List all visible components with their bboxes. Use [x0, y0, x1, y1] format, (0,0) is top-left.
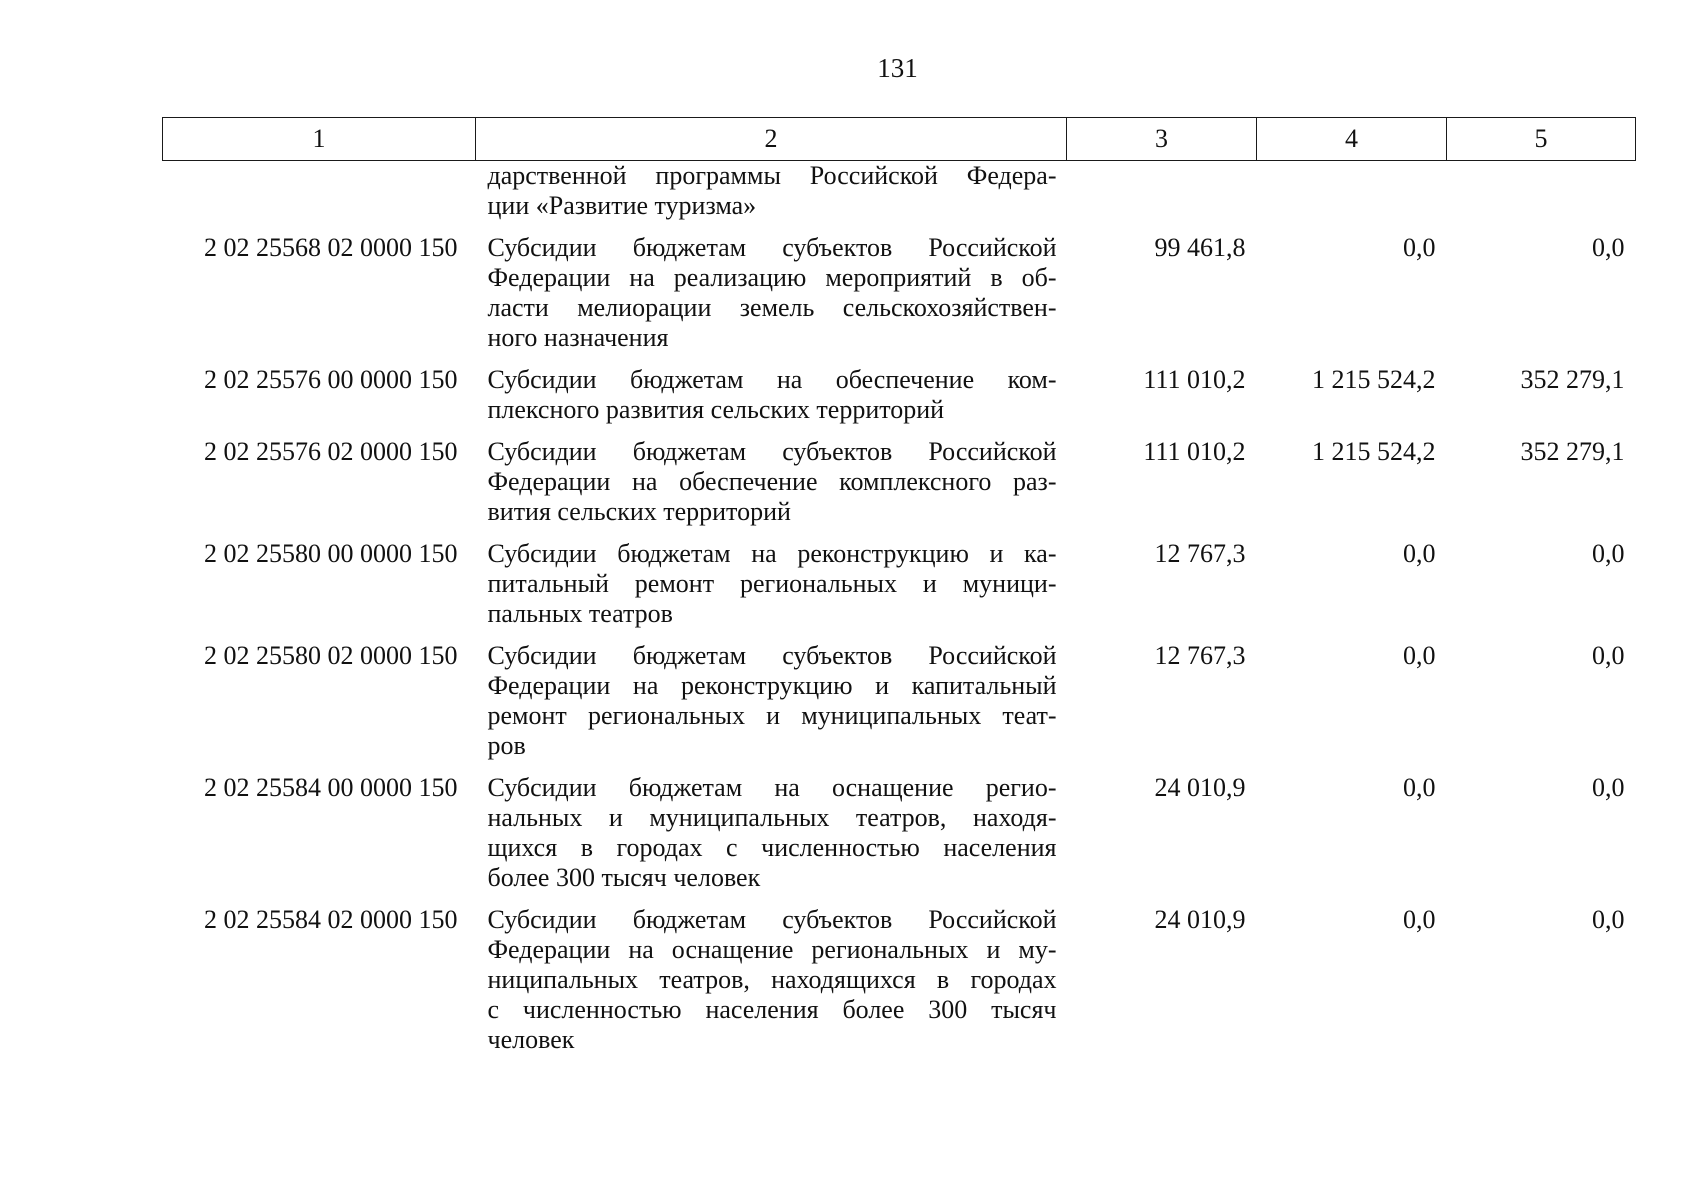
description-line: более 300 тысяч человек — [487, 863, 761, 892]
description-line: пальных театров — [487, 599, 673, 628]
table-body — [163, 161, 1636, 1068]
description-line: дарственной программы Российской Федера- — [487, 161, 1057, 190]
amount-col3: 99 461,8 — [1154, 233, 1246, 262]
description-line: человек — [487, 1025, 575, 1054]
header-col-2: 2 — [476, 118, 1067, 161]
header-col-5: 5 — [1447, 118, 1636, 161]
description-line: ласти мелиорации земель сельскохозяйствен- — [487, 293, 1057, 322]
amount-col5: 0,0 — [1592, 773, 1625, 802]
description-line: Федерации на оснащение региональных и му- — [487, 935, 1057, 964]
description-line: ции «Развитие туризма» — [487, 191, 757, 220]
description-line: с численностью населения более 300 тысяч — [487, 995, 1057, 1024]
income-description — [476, 365, 1067, 437]
classification-code: 2 02 25584 00 0000 150 — [204, 773, 458, 802]
amount-col5: 0,0 — [1592, 539, 1625, 568]
amount-col5: 0,0 — [1592, 905, 1625, 934]
header-col-3: 3 — [1067, 118, 1257, 161]
amount-col3: 12 767,3 — [1154, 539, 1246, 568]
amount-col3: 111 010,2 — [1143, 365, 1246, 394]
income-description — [476, 233, 1067, 365]
continuation-code-cell — [163, 161, 476, 234]
income-description — [476, 437, 1067, 539]
income-description — [476, 641, 1067, 773]
description-line: Федерации на обеспечение комплексного раз- — [487, 467, 1057, 496]
classification-code: 2 02 25580 02 0000 150 — [204, 641, 458, 670]
amount-col3: 24 010,9 — [1154, 773, 1246, 802]
description-line: Субсидии бюджетам на реконструкцию и ка- — [487, 539, 1057, 568]
amount-col3: 24 010,9 — [1154, 905, 1246, 934]
amount-col5: 352 279,1 — [1520, 365, 1625, 394]
description-line: Субсидии бюджетам на обеспечение ком- — [487, 365, 1057, 394]
continuation-row — [163, 161, 1636, 234]
table-row — [163, 905, 1636, 1067]
description-line: питальный ремонт региональных и муници- — [487, 569, 1057, 598]
page-number: 131 — [877, 53, 918, 83]
description-line: Федерации на реконструкцию и капитальный — [487, 671, 1057, 700]
classification-code: 2 02 25576 02 0000 150 — [204, 437, 458, 466]
amount-col5: 0,0 — [1592, 641, 1625, 670]
description-line: нальных и муниципальных театров, находя- — [487, 803, 1057, 832]
continuation-col-3 — [1067, 161, 1257, 234]
continuation-description — [476, 161, 1067, 234]
amount-col4: 0,0 — [1403, 641, 1436, 670]
classification-code: 2 02 25576 00 0000 150 — [204, 365, 458, 394]
description-line: вития сельских территорий — [487, 497, 791, 526]
description-line: ремонт региональных и муниципальных теат- — [487, 701, 1057, 730]
table-row — [163, 233, 1636, 365]
description-line: ров — [487, 731, 526, 760]
amount-col3: 111 010,2 — [1143, 437, 1246, 466]
classification-code: 2 02 25580 00 0000 150 — [204, 539, 458, 568]
classification-code: 2 02 25568 02 0000 150 — [204, 233, 458, 262]
amount-col4: 1 215 524,2 — [1312, 365, 1436, 394]
header-col-4: 4 — [1257, 118, 1447, 161]
income-description — [476, 905, 1067, 1067]
classification-code: 2 02 25584 02 0000 150 — [204, 905, 458, 934]
amount-col5: 352 279,1 — [1520, 437, 1625, 466]
amount-col3: 12 767,3 — [1154, 641, 1246, 670]
amount-col4: 0,0 — [1403, 233, 1436, 262]
income-description — [476, 539, 1067, 641]
amount-col4: 1 215 524,2 — [1312, 437, 1436, 466]
description-line: Федерации на реализацию мероприятий в об- — [487, 263, 1057, 292]
income-description — [476, 773, 1067, 905]
header-col-1: 1 — [163, 118, 476, 161]
budget-table — [162, 117, 1636, 1067]
table-header — [163, 118, 1636, 161]
description-line: ниципальных театров, находящихся в городах — [487, 965, 1057, 994]
continuation-col-4 — [1257, 161, 1447, 234]
table-row — [163, 365, 1636, 437]
table-row — [163, 437, 1636, 539]
amount-col4: 0,0 — [1403, 539, 1436, 568]
description-line: ного назначения — [487, 323, 669, 352]
description-line: щихся в городах с численностью населения — [487, 833, 1057, 862]
description-line: Субсидии бюджетам субъектов Российской — [487, 437, 1057, 466]
description-line: плексного развития сельских территорий — [487, 395, 945, 424]
amount-col4: 0,0 — [1403, 905, 1436, 934]
amount-col4: 0,0 — [1403, 773, 1436, 802]
amount-col5: 0,0 — [1592, 233, 1625, 262]
table-row — [163, 641, 1636, 773]
description-line: Субсидии бюджетам субъектов Российской — [487, 905, 1057, 934]
table-row — [163, 773, 1636, 905]
description-line: Субсидии бюджетам субъектов Российской — [487, 641, 1057, 670]
description-line: Субсидии бюджетам субъектов Российской — [487, 233, 1057, 262]
table-row — [163, 539, 1636, 641]
continuation-col-5 — [1447, 161, 1636, 234]
description-line: Субсидии бюджетам на оснащение регио- — [487, 773, 1057, 802]
header-row — [163, 118, 1636, 161]
